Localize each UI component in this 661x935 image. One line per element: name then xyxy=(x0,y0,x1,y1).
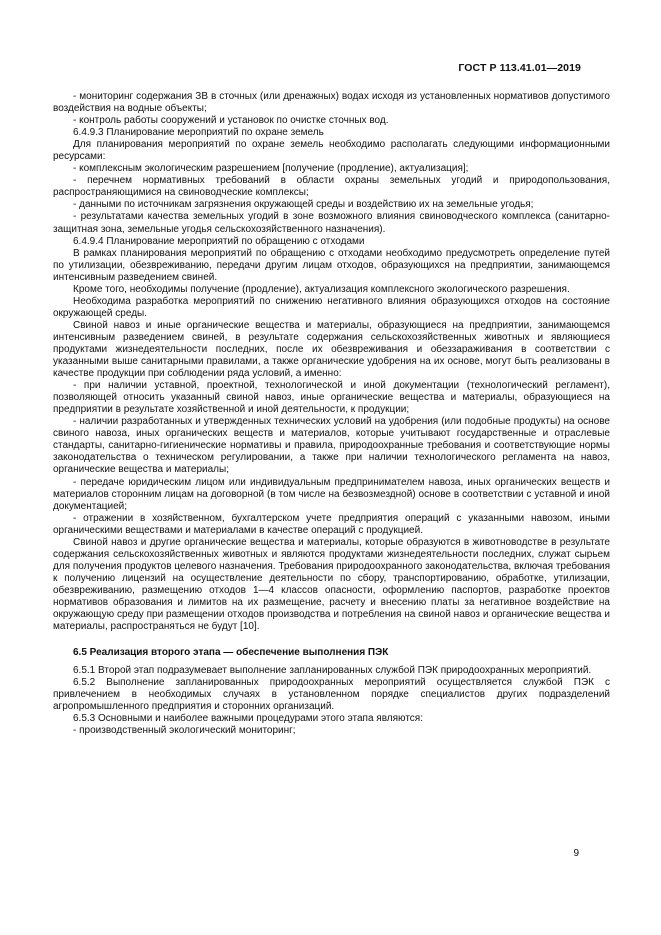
document-code: ГОСТ Р 113.41.01—2019 xyxy=(458,62,581,74)
paragraph: - контроль работы сооружений и установок по очистке сточных вод. xyxy=(73,115,389,127)
paragraph: - наличии разработанных и утвержденных технических условий на удобрения (или подобные продукты) на основе свиного навоза, иных органических веществ и материалов, которые учитывают государственные и отраслевые стандарты, санитарно-гигиенические нормативы и правила, природоохранные требования и соответствующие нормы законодательства о техническом регулировании, а также при наличии технологического регламента на навоз, органические вещества и материалы; xyxy=(53,416,610,476)
paragraph: Кроме того, необходимы получение (продление), актуализация комплексного экологического разрешения. xyxy=(73,283,570,295)
paragraph: - результатами качества земельных угодий в зоне возможного влияния свиноводческого комплекса (санитарно-защитная зона, земельные угодья сельскохозяйственного назначения). xyxy=(53,211,610,235)
paragraph: - передаче юридическим лицом или индивидуальным предпринимателем навоза, иных органических веществ и материалов сторонним лицам на договорной (в том числе на безвозмездной) основе в соответствии с уставной и иной документацией; xyxy=(53,476,610,512)
paragraph: 6.5.1 Второй этап подразумевает выполнение запланированных службой ПЭК природоохранных мероприятий. xyxy=(73,665,592,677)
page-number: 9 xyxy=(573,848,579,859)
paragraph: Для планирования мероприятий по охране земель необходимо располагать следующими информационными ресурсами: xyxy=(53,139,610,163)
paragraph: - мониторинг содержания ЗВ в сточных (или дренажных) водах исходя из установленных нормативов допустимого воздействия на водные объекты; xyxy=(53,91,610,115)
paragraph: Необходима разработка мероприятий по снижению негативного влияния образующихся отходов на состояние окружающей среды. xyxy=(53,295,610,319)
paragraph: 6.5.2 Выполнение запланированных природоохранных мероприятий осуществляется службой ПЭК с привлечением в необходимых случаях в установленном порядке специалистов других подразделений агропромышленного предприятия и сторонних организаций. xyxy=(53,677,610,713)
paragraph: - производственный экологический мониторинг; xyxy=(73,725,296,737)
paragraph: - отражении в хозяйственном, бухгалтерском учете предприятия операций с указанными навозом, иными органическими веществами и материалами в качестве операций с продукцией. xyxy=(53,512,610,536)
paragraphs-block-b xyxy=(53,665,610,737)
paragraph: 6.4.9.4 Планирование мероприятий по обращению с отходами xyxy=(73,235,365,247)
paragraph: - данными по источникам загрязнения окружающей среды и воздействию их на земельные угодья; xyxy=(73,199,534,211)
paragraph: - комплексным экологическим разрешением [получение (продление), актуализация]; xyxy=(73,163,469,175)
paragraph: 6.5.3 Основными и наиболее важными процедурами этого этапа являются: xyxy=(73,713,423,725)
paragraph: Свиной навоз и иные органические вещества и материалы, образующиеся на предприятии, занимающемся интенсивным разведением свиней, в результате содержания сельскохозяйственных животных и являющиеся продуктами жизнедеятельности последних, после их обезвреживания и обеззараживания в соответствии с указанными выше санитарными правилами, а также органические удобрения на их основе, могут быть реализованы в качестве продукции при соблюдении ряда условий, а именно: xyxy=(53,319,610,380)
paragraph: Свиной навоз и другие органические вещества и материалы, которые образуются в животноводстве в результате содержания сельскохозяйственных животных и являются продуктами жизнедеятельности последних, служат сырьем для получения продуктов целевого назначения. Требования природоохранного законодательства, включая требования к получению лицензий на осуществление деятельности по сбору, транспортированию, обработке, утилизации, обезвреживанию, размещению отходов 1—4 классов опасности, оформлению паспортов, разработке проектов нормативов образования и лимитов на их размещение, расчету и внесению платы за негативное воздействие на окружающую среду при размещении отходов производства и потребления на свиной навоз и органические вещества и материалы, распространяться не будут [10]. xyxy=(53,536,610,633)
paragraphs-block-a xyxy=(53,91,610,633)
paragraph: - перечнем нормативных требований в области охраны земельных угодий и природопользования, распространяющимися на свиноводческие комплексы; xyxy=(53,175,610,199)
section-heading: 6.5 Реализация второго этапа — обеспечение выполнения ПЭК xyxy=(73,647,389,659)
paragraph: - при наличии уставной, проектной, технологической и иной документации (технологический регламент), позволяющей относить указанный свиной навоз, иные органические вещества и материалы, образующиеся на предприятии в результате хозяйственной и иной деятельности, к продукции; xyxy=(53,380,610,416)
paragraph: 6.4.9.3 Планирование мероприятий по охране земель xyxy=(73,127,324,139)
document-body xyxy=(53,91,610,737)
paragraph: В рамках планирования мероприятий по обращению с отходами необходимо предусмотреть определение путей по утилизации, обезвреживанию, передачи другим лицам отходов, образующихся на предприятии, занимающемся интенсивным разведением свиней. xyxy=(53,247,610,283)
